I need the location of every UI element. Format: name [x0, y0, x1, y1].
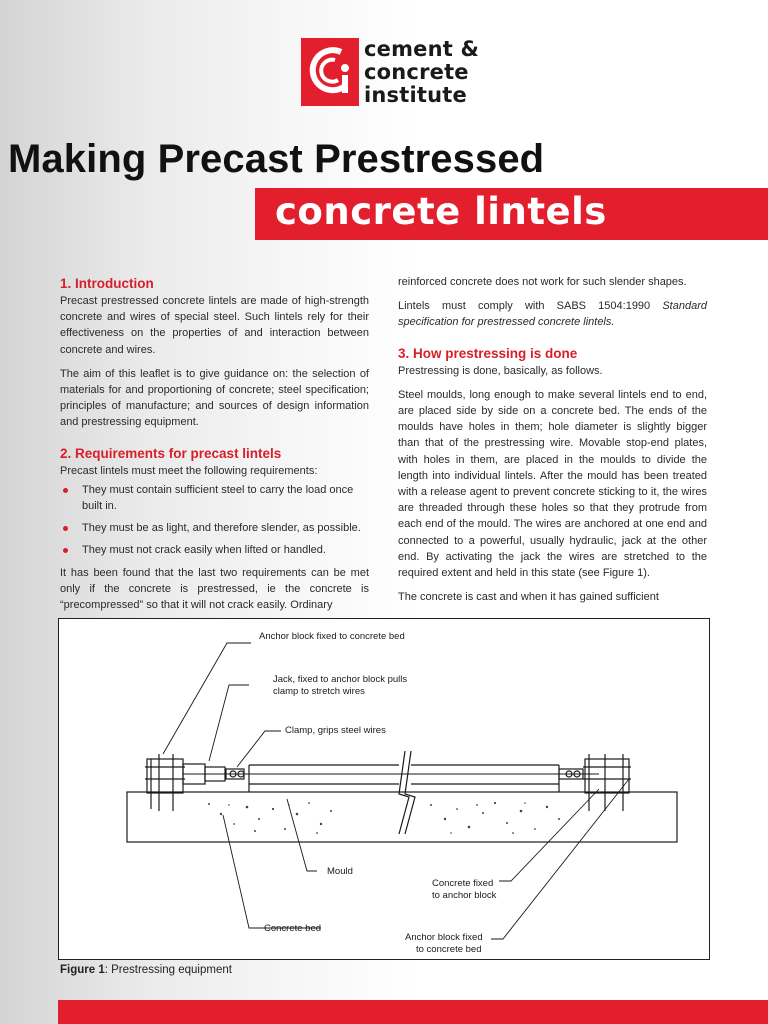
label-concrete-fixed-line2: to anchor block [432, 890, 497, 901]
page-title: Making Precast Prestressed [8, 137, 545, 181]
bullet-icon [63, 488, 68, 493]
section-how-prestressing [398, 345, 707, 606]
footer-bar [58, 1000, 768, 1024]
figure-prestressing-equipment [58, 618, 710, 960]
paragraph: Precast prestressed concrete lintels are made of high-strength concrete and wires of special steel. Such lintels rely for their effectiveness on the properties of and interaction between concrete and wires. [60, 295, 369, 356]
title-banner [255, 188, 768, 240]
requirements-list [60, 482, 369, 559]
label-anchor-block-bed-line2: to concrete bed [416, 944, 482, 955]
logo-line: cement & [364, 37, 480, 61]
label-concrete-fixed-line1: Concrete fixed [432, 878, 494, 889]
logo-line: institute [364, 83, 467, 107]
left-column [60, 275, 369, 621]
institute-logo [301, 38, 481, 110]
logo-wordmark [364, 38, 479, 107]
cci-logo-icon [301, 38, 359, 106]
label-anchor-block-bed-line1: Anchor block fixed [405, 932, 483, 943]
figure-caption [60, 964, 232, 976]
standard-title: Standard specification for prestressed concrete lintels. [398, 300, 707, 329]
section-heading-how-prestressing: 3. How prestressing is done [398, 345, 578, 361]
prestressing-diagram [59, 619, 709, 959]
page-subtitle: concrete lintels [275, 190, 607, 233]
label-concrete-bed: Concrete bed [264, 923, 322, 934]
section-heading-requirements: 2. Requirements for precast lintels [60, 445, 282, 461]
bullet-icon [63, 548, 68, 553]
figure-caption-text: : Prestressing equipment [104, 964, 232, 976]
label-anchor-block-top: Anchor block fixed to concrete bed [259, 631, 405, 642]
paragraph [398, 298, 707, 330]
paragraph: It has been found that the last two requirements can be met only if the concrete is prestressed, ie the concrete is “precompressed” so that it will not crack easily. Ordinary [60, 566, 369, 612]
list-item [60, 482, 369, 514]
logo-line: concrete [364, 60, 469, 84]
paragraph: Precast lintels must meet the following requirements: [60, 464, 318, 477]
paragraph: Steel moulds, long enough to make several lintels end to end, are placed side by side on a concrete bed. The ends of the moulds have holes in them; hole diameter is slightly bigger than that of the prestressing wire. Movable stop-end plates, with holes in them, are placed in the moulds to divide the length into individual lintels. After the mould has been treated with a release agent to prevent concrete sticking to it, the wires are threaded through these holes so that they protrude from each end of the mould. The wires are anchored at one end and connected to a powerful, usually hydraulic, jack at the other end. By activating the jack the wires are stretched to the required extent and held in this state (see Figure 1). [398, 388, 707, 580]
label-jack-line2: clamp to stretch wires [273, 686, 365, 697]
list-item-text: They must not crack easily when lifted or handled. [82, 544, 326, 557]
label-mould: Mould [327, 866, 353, 877]
paragraph: Prestressing is done, basically, as follows. [398, 364, 603, 377]
paragraph: The concrete is cast and when it has gained sufficient [398, 591, 659, 604]
section-heading-introduction: 1. Introduction [60, 276, 154, 291]
bullet-icon [63, 526, 68, 531]
standard-ref: Lintels must comply with SABS 1504:1990 [398, 300, 663, 313]
paragraph: The aim of this leaflet is to give guidance on: the selection of materials for and proportioning of concrete; steel specification; principles of manufacture; and sources of design information and prestressing equipment. [60, 367, 369, 429]
list-item [60, 520, 369, 536]
right-column [398, 274, 707, 613]
label-jack-line1: Jack, fixed to anchor block pulls [273, 674, 408, 685]
section-requirements [60, 445, 369, 614]
figure-number: Figure 1 [60, 964, 105, 976]
concrete-bed-shape [127, 792, 677, 842]
left-anchor-block [147, 759, 183, 793]
list-item [60, 542, 369, 558]
list-item-text: They must contain sufficient steel to carry the load once built in. [82, 483, 354, 513]
paragraph: reinforced concrete does not work for such slender shapes. [398, 276, 687, 288]
label-clamp: Clamp, grips steel wires [285, 725, 386, 736]
list-item-text: They must be as light, and therefore slender, as possible. [82, 522, 361, 535]
